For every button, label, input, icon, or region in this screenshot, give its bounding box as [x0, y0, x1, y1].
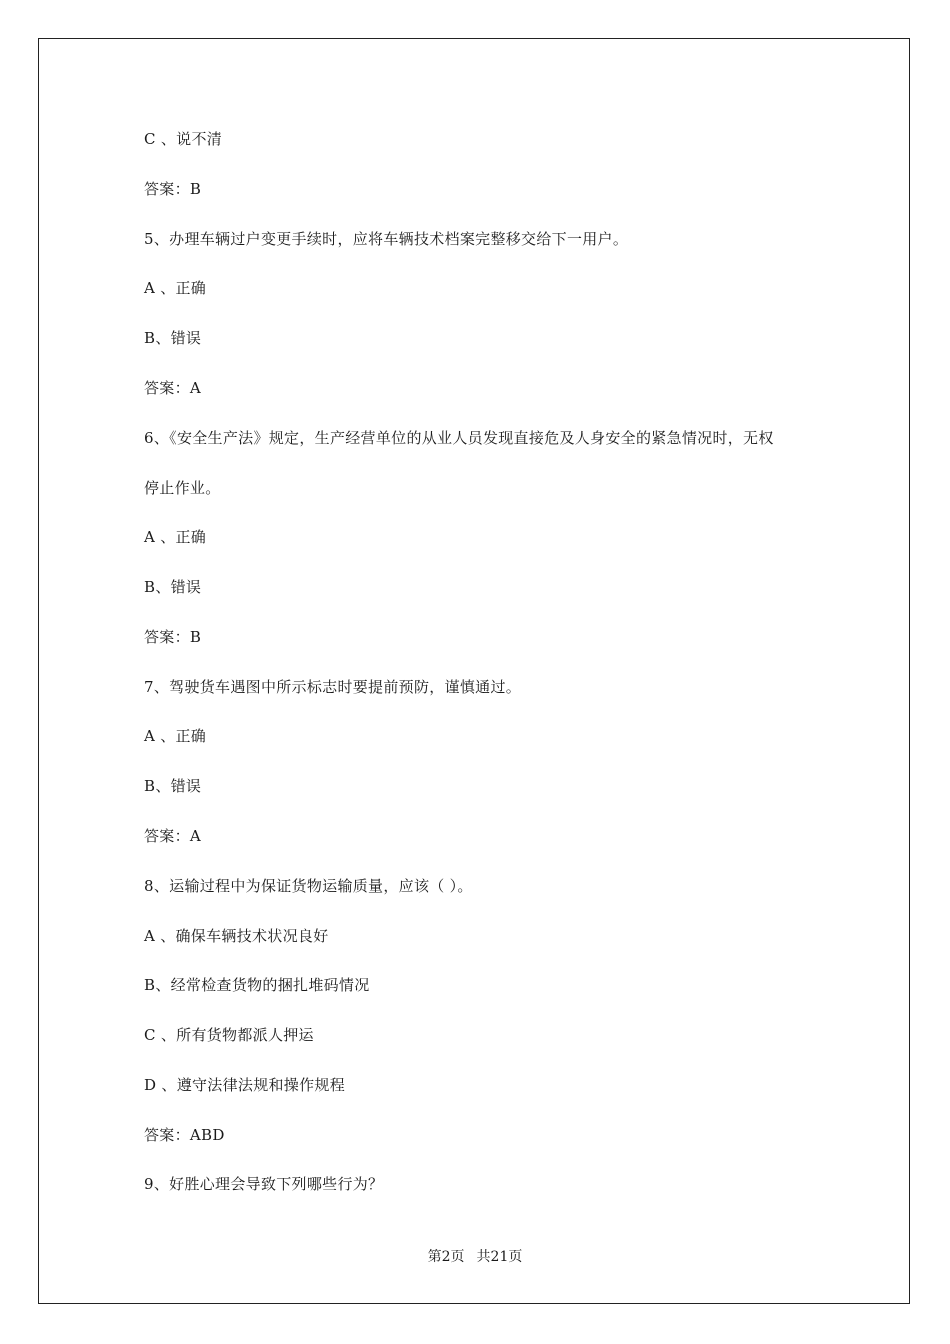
- option-b-q5: B、错误: [144, 329, 202, 347]
- question-5: 5、办理车辆过户变更手续时，应将车辆技术档案完整移交给下一用户。: [144, 230, 629, 248]
- page-footer: [0, 1248, 950, 1266]
- answer-q5: 答案：A: [144, 379, 202, 397]
- option-b-q8: B、经常检查货物的捆扎堆码情况: [144, 976, 370, 994]
- answer-q8: 答案：ABD: [144, 1126, 225, 1144]
- page-frame: [38, 38, 910, 1304]
- answer-q6: 答案：B: [144, 628, 202, 646]
- option-c-q4: C 、说不清: [144, 130, 223, 148]
- option-b-q7: B、错误: [144, 777, 202, 795]
- question-9: 9、好胜心理会导致下列哪些行为？: [144, 1175, 384, 1193]
- question-6-cont: 停止作业。: [144, 479, 221, 497]
- option-b-q6: B、错误: [144, 578, 202, 596]
- answer-q4: 答案：B: [144, 180, 202, 198]
- page-total: 共21页: [476, 1249, 523, 1265]
- option-a-q8: A 、确保车辆技术状况良好: [144, 927, 329, 945]
- question-7: 7、驾驶货车遇图中所示标志时要提前预防，谨慎通过。: [144, 678, 522, 696]
- option-a-q7: A 、正确: [144, 727, 207, 745]
- option-a-q6: A 、正确: [144, 528, 207, 546]
- option-a-q5: A 、正确: [144, 279, 207, 297]
- answer-q7: 答案：A: [144, 827, 202, 845]
- question-6: 6、《安全生产法》规定，生产经营单位的从业人员发现直接危及人身安全的紧急情况时，无权: [144, 429, 774, 447]
- question-8: 8、运输过程中为保证货物运输质量，应该（ ）。: [144, 877, 473, 895]
- page-number: 第2页: [427, 1249, 465, 1265]
- option-d-q8: D 、遵守法律法规和操作规程: [144, 1076, 345, 1094]
- option-c-q8: C 、所有货物都派人押运: [144, 1026, 314, 1044]
